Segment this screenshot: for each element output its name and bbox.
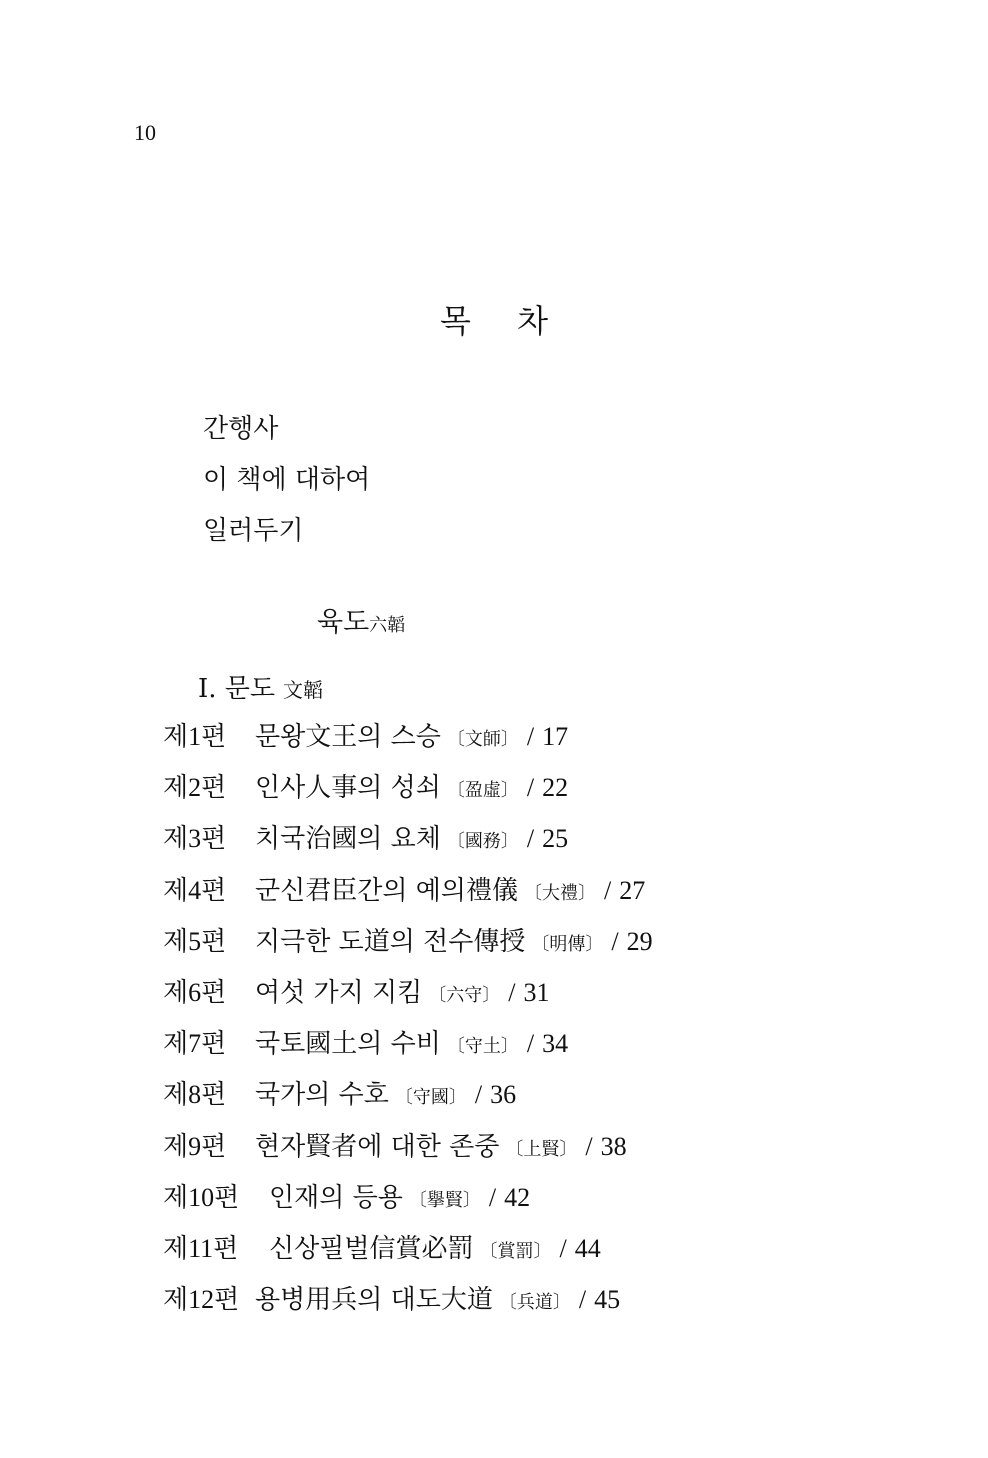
toc-separator: /	[603, 875, 612, 905]
toc-entry-page: 29	[626, 926, 653, 956]
toc-entry-page: 27	[619, 875, 646, 905]
toc-entry-title: 용병用兵의 대도大道	[255, 1285, 493, 1316]
toc-separator: /	[578, 1285, 587, 1315]
part-title	[317, 600, 405, 639]
toc-entry-title: 국토國土의 수비	[255, 1029, 441, 1060]
toc-entry-number: 제6편	[163, 977, 227, 1007]
front-matter-about-book[interactable]: 이 책에 대하여	[203, 465, 371, 495]
toc-entry-title: 인재의 등용	[269, 1182, 403, 1213]
toc-entry-number: 제4편	[163, 875, 227, 905]
toc-entry-number: 제2편	[163, 773, 227, 803]
toc-entry-page: 31	[523, 977, 550, 1007]
toc-entry[interactable]	[163, 716, 943, 767]
front-matter-publication-note[interactable]: 간행사	[203, 414, 279, 444]
section-title-hanja: 文韜	[283, 678, 324, 702]
toc-entry-original-title: 〔六守〕	[428, 984, 501, 1006]
toc-entry[interactable]	[163, 1023, 943, 1074]
toc-entry-number: 제5편	[163, 926, 227, 956]
toc-entry-original-title: 〔上賢〕	[505, 1138, 578, 1160]
toc-entry-original-title: 〔守國〕	[394, 1087, 467, 1109]
toc-entry-title: 문왕文王의 스승	[255, 722, 441, 752]
toc-entry-original-title: 〔兵道〕	[498, 1292, 571, 1314]
toc-separator: /	[474, 1080, 483, 1110]
toc-entry-title: 지극한 도道의 전수傳授	[255, 926, 526, 957]
page-title: 목 차	[440, 302, 566, 340]
toc-entry[interactable]	[163, 1279, 943, 1330]
toc-entry-original-title: 〔盈虛〕	[446, 780, 519, 802]
section-title-text: Ⅰ. 문도	[198, 674, 276, 704]
toc-separator: /	[488, 1182, 497, 1212]
toc-entry[interactable]	[163, 921, 943, 972]
toc-entry-number: 제10편	[163, 1182, 240, 1212]
part-title-hanja: 六韜	[369, 615, 406, 636]
toc-entry-page: 25	[542, 824, 569, 854]
toc-entry[interactable]	[163, 1228, 943, 1279]
toc-entry-number: 제9편	[163, 1131, 227, 1161]
toc-entry[interactable]	[163, 1074, 943, 1125]
toc-entry-title: 군신君臣간의 예의禮儀	[255, 875, 518, 906]
toc-entry-page: 17	[542, 722, 569, 751]
toc-entry-original-title: 〔守土〕	[446, 1036, 519, 1058]
toc-entry-original-title: 〔國務〕	[446, 831, 519, 853]
section-title	[198, 668, 323, 705]
toc-separator: /	[611, 926, 619, 956]
toc-separator: /	[526, 722, 535, 751]
toc-entry-original-title: 〔明傳〕	[531, 933, 604, 955]
toc-entry-title: 인사人事의 성쇠	[255, 773, 441, 804]
toc-entry-original-title: 〔擧賢〕	[408, 1189, 481, 1211]
toc-entry[interactable]	[163, 972, 943, 1023]
toc-entry[interactable]	[163, 1126, 943, 1177]
toc-entry-page: 45	[594, 1285, 621, 1315]
toc-entry[interactable]	[163, 870, 943, 921]
toc-entry-number: 제12편	[163, 1285, 240, 1315]
part-title-text: 육도	[317, 607, 370, 638]
toc-separator: /	[585, 1131, 593, 1161]
toc-entry-number: 제3편	[163, 824, 227, 854]
toc-entry-title: 현자賢者에 대한 존중	[255, 1131, 500, 1162]
toc-entry-title: 국가의 수호	[255, 1080, 389, 1111]
toc-entry-title: 여섯 가지 지킴	[255, 977, 423, 1008]
toc-entry-page: 22	[542, 773, 569, 803]
toc-separator: /	[526, 773, 535, 803]
toc-entry[interactable]	[163, 767, 943, 818]
toc-entry-page: 34	[542, 1029, 569, 1059]
toc-entry-page: 44	[574, 1233, 601, 1263]
toc-entry-number: 제7편	[163, 1029, 227, 1059]
toc-list	[163, 716, 943, 1330]
toc-separator: /	[559, 1233, 567, 1263]
toc-entry-title: 신상필벌信賞必罰	[269, 1233, 474, 1264]
toc-entry-original-title: 〔賞罰〕	[479, 1240, 552, 1262]
toc-entry-page: 38	[600, 1131, 627, 1161]
front-matter-notes[interactable]: 일러두기	[203, 516, 304, 546]
toc-entry-number: 제1편	[163, 722, 227, 751]
toc-separator: /	[526, 824, 535, 854]
toc-entry-page: 42	[504, 1182, 531, 1212]
toc-entry[interactable]	[163, 818, 943, 869]
toc-entry[interactable]	[163, 1177, 943, 1228]
toc-entry-original-title: 〔大禮〕	[523, 882, 596, 904]
toc-separator: /	[508, 977, 516, 1007]
page-number: 10	[134, 120, 156, 145]
toc-entry-original-title: 〔文師〕	[446, 729, 519, 750]
toc-entry-page: 36	[490, 1080, 517, 1110]
toc-separator: /	[526, 1029, 535, 1059]
toc-entry-title: 치국治國의 요체	[255, 824, 441, 855]
toc-entry-number: 제11편	[163, 1233, 239, 1263]
toc-entry-number: 제8편	[163, 1080, 227, 1110]
